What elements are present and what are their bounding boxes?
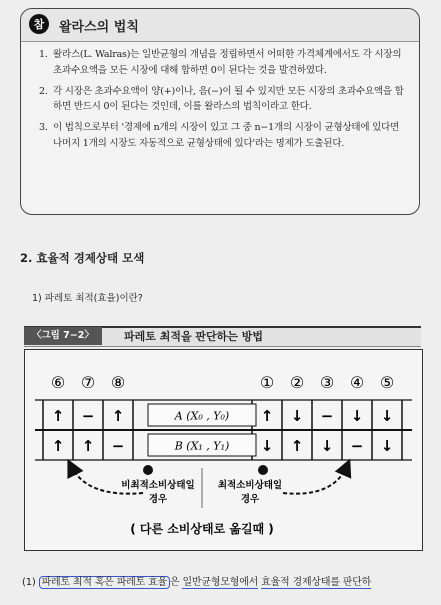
change-symbol: −	[81, 407, 95, 425]
optimal-label: 최적소비상태일	[217, 480, 283, 491]
non-optimal-label: 경우	[148, 494, 168, 505]
state-a-label: A (X₀ , Y₀)	[174, 409, 230, 423]
section-heading: 2. 효율적 경제상태 모색	[20, 251, 145, 265]
item-text: 각 시장은 초과수요액이 양(+)이나, 음(−)이 될 수 있지만 모든 시장의 초과수요액을 합하면 반드시 0이 된다는 것인데, 이를 왈라스의 법칙이라고 한다.	[53, 85, 404, 113]
figure-label: 〈그림 7−2〉	[24, 327, 102, 345]
bullet-dot	[143, 465, 153, 475]
underlined-text: 일반균형모형에서	[182, 577, 259, 588]
highlighted-term: 파레토 최적 혹은 파레토 효율	[39, 576, 170, 589]
item-text: 왈라스(L. Walras)는 일반균형의 개념을 정립하면서 어떠한 가격체계에서도 각 시장의 초과수요액을 모든 시장에 대해 합하면 0이 된다는 것을 발견하였다.	[53, 49, 402, 76]
walras-item	[39, 120, 407, 152]
change-symbol: ↑	[51, 407, 65, 425]
item-number: 3.	[39, 122, 48, 134]
walras-item	[39, 47, 407, 79]
state-b-label: B (X₁ , Y₁)	[174, 439, 230, 453]
bottom-caption: ( 다른 소비상태로 옮길때 )	[130, 522, 274, 536]
case-number: ④	[349, 373, 365, 392]
change-symbol: ↓	[350, 407, 364, 425]
change-symbol: ↓	[380, 437, 394, 455]
underlined-text: 효율적 경제상태를 판단하	[261, 577, 372, 588]
reference-badge: 참	[29, 14, 49, 34]
case-number: ③	[319, 373, 335, 392]
change-symbol: ↑	[290, 437, 304, 455]
change-symbol: ↑	[81, 437, 95, 455]
case-number: ①	[259, 373, 275, 392]
change-symbol: ↓	[380, 407, 394, 425]
walras-title: 왈라스의 법칙	[59, 20, 139, 35]
change-symbol: ↓	[290, 407, 304, 425]
curved-arrow-right	[283, 466, 347, 494]
change-symbol: ↓	[260, 437, 274, 455]
item-number: 2.	[39, 85, 48, 97]
change-symbol: ↓	[320, 437, 334, 455]
case-number: ⑤	[379, 373, 395, 392]
figure-title-bar	[24, 326, 421, 347]
change-symbol: ↑	[111, 407, 125, 425]
footnote-number: (1)	[22, 577, 36, 588]
walras-list	[39, 47, 407, 157]
change-symbol: −	[320, 407, 334, 425]
case-number: ⑥	[50, 373, 66, 392]
bullet-dot	[258, 465, 268, 475]
change-symbol: ↑	[260, 407, 274, 425]
footnote	[22, 573, 371, 588]
walras-header	[21, 9, 419, 42]
non-optimal-label: 비최적소비상태일	[121, 480, 195, 491]
walras-law-box	[20, 8, 420, 215]
figure-title: 파레토 최적을 판단하는 방법	[124, 330, 263, 343]
walras-item	[39, 84, 407, 116]
subsection-heading: 1) 파레토 최적(효율)이란?	[32, 293, 143, 304]
change-symbol: ↑	[51, 437, 65, 455]
case-number: ②	[289, 373, 305, 392]
change-symbol: −	[111, 437, 125, 455]
change-symbol: −	[350, 437, 364, 455]
item-text: 이 법칙으로부터 '경제에 n개의 시장이 있고 그 중 n−1개의 시장이 균형상태에 있다면 나머지 1개의 시장도 자동적으로 균형상태에 있다'라는 명제가 도출된다.	[53, 122, 400, 149]
item-number: 1.	[39, 49, 48, 60]
optimal-label: 경우	[240, 494, 260, 505]
case-number: ⑦	[80, 373, 96, 392]
pareto-diagram	[25, 350, 422, 550]
footnote-text: 은	[170, 577, 183, 588]
case-number: ⑧	[110, 373, 126, 392]
pareto-figure	[24, 349, 423, 551]
